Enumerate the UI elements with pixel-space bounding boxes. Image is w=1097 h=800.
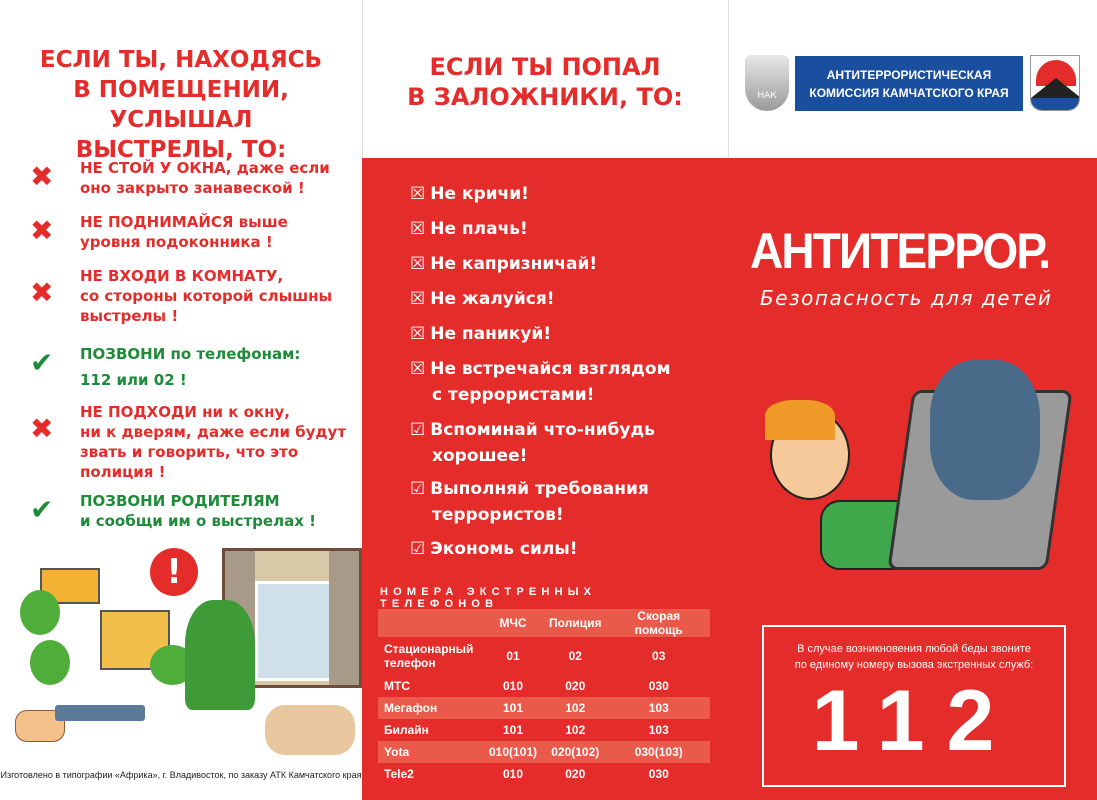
rule-line: Не капризничай! [430, 254, 598, 274]
title-line: В ПОМЕЩЕНИИ, УСЛЫШАЛ [73, 77, 289, 133]
table-cell: 03 [652, 649, 666, 663]
houses-illustration [20, 560, 200, 690]
phones-title: НОМЕРА ЭКСТРЕННЫХ ТЕЛЕФОНОВ [380, 586, 597, 610]
hostage-rule [410, 216, 528, 242]
emergency-text-line: В случае возникновения любой беды звоните [797, 643, 1031, 655]
hostage-rule [410, 476, 649, 528]
safety-rule [80, 158, 330, 198]
fold-line [728, 0, 729, 158]
rule-line: Вспоминай что-нибудь [430, 420, 655, 440]
cross-icon: ✖ [30, 160, 54, 193]
cross-icon: ✖ [30, 412, 54, 445]
main-title: АНТИТЕРРОР. [750, 223, 1050, 279]
phones-table [378, 609, 710, 785]
table-cell [378, 609, 483, 637]
table-cell: 020(102) [551, 745, 600, 759]
emergency-box [762, 625, 1066, 787]
hostage-rule [410, 417, 655, 469]
commission-line: АНТИТЕРРОРИСТИЧЕСКАЯ [826, 68, 992, 82]
people-lying-illustration [265, 705, 355, 755]
rule-line: ни к дверям, даже если будут [80, 423, 347, 441]
rule-line: Выполняй требования [430, 479, 649, 499]
rule-line: НЕ ПОДХОДИ ни к окну, [80, 403, 290, 421]
plant-illustration [185, 600, 255, 710]
table-cell: 030 [648, 767, 669, 781]
hostage-rule [410, 286, 555, 312]
safety-rule [80, 344, 300, 390]
cross-icon: ✖ [30, 276, 54, 309]
rule-line: НЕ ВХОДИ В КОМНАТУ, [80, 267, 284, 285]
check-icon: ✔ [30, 346, 54, 379]
table-cell: Tele2 [384, 767, 414, 781]
table-cell: 101 [503, 723, 524, 737]
table-cell: 101 [503, 701, 524, 715]
hostage-rule [410, 181, 529, 207]
rule-line: уровня подоконника ! [80, 233, 273, 251]
rule-line: ПОЗВОНИ по телефонам: [80, 345, 301, 363]
safety-rule [80, 266, 332, 326]
emergency-text-line: по единому номеру вызова экстренных служб: [794, 659, 1034, 671]
table-cell: 030 [648, 679, 669, 693]
nak-shield-logo: НАК [745, 55, 789, 111]
table-cell: Скорая помощь [634, 609, 683, 637]
rule-line: НЕ ПОДНИМАЙСЯ выше [80, 213, 288, 231]
crossed-box-icon: ☒ [410, 324, 426, 344]
rule-line: Экономь силы! [430, 539, 578, 559]
checked-box-icon: ☑ [410, 420, 426, 440]
commission-line: КОМИССИЯ КАМЧАТСКОГО КРАЯ [809, 86, 1009, 100]
table-row [378, 697, 710, 719]
table-cell: 102 [565, 701, 586, 715]
left-title [0, 45, 362, 165]
title-line: ЕСЛИ ТЫ ПОПАЛ [429, 53, 661, 81]
table-cell: 102 [565, 723, 586, 737]
rule-line: Не плачь! [430, 219, 528, 239]
checked-box-icon: ☑ [410, 539, 426, 559]
rule-line: Не паникуй! [430, 324, 552, 344]
rule-line: террористов! [432, 505, 564, 525]
kamchatka-coat-of-arms [1030, 55, 1080, 111]
check-icon: ✔ [30, 493, 54, 526]
hostage-rule [410, 321, 552, 347]
table-cell: 01 [506, 649, 520, 663]
rule-line: звать и говорить, что это [80, 443, 299, 461]
crossed-box-icon: ☒ [410, 254, 426, 274]
crossed-box-icon: ☒ [410, 184, 426, 204]
table-cell: Стационарный телефон [384, 642, 474, 670]
crossed-box-icon: ☒ [410, 289, 426, 309]
rule-line: ПОЗВОНИ РОДИТЕЛЯМ [80, 492, 280, 510]
title-line: В ЗАЛОЖНИКИ, ТО: [407, 83, 683, 111]
hostage-rule [410, 536, 578, 562]
table-row [378, 609, 710, 637]
rule-line: Не жалуйся! [430, 289, 555, 309]
table-cell: 020 [565, 767, 586, 781]
title-line: ЕСЛИ ТЫ, НАХОДЯСЬ [39, 47, 323, 73]
table-cell: МЧС [499, 616, 527, 630]
table-cell: МТС [384, 679, 410, 693]
emergency-number: 112 [811, 673, 1017, 769]
checked-box-icon: ☑ [410, 479, 426, 499]
boy-laptop-illustration [760, 330, 1080, 600]
table-cell: 103 [648, 701, 669, 715]
table-cell: 010 [503, 767, 524, 781]
table-cell: Мегафон [384, 701, 438, 715]
crossed-box-icon: ☒ [410, 219, 426, 239]
safety-rule [80, 402, 346, 482]
exclamation-icon: ! [150, 548, 198, 596]
table-row [378, 675, 710, 697]
table-cell: Yota [384, 745, 410, 759]
hostage-rule [410, 251, 598, 277]
table-cell: 103 [648, 723, 669, 737]
rule-line: выстрелы ! [80, 307, 179, 325]
rule-line: полиция ! [80, 463, 166, 481]
rule-line: Не встречайся взглядом [430, 359, 671, 379]
safety-rule [80, 491, 316, 531]
rule-line: Не кричи! [430, 184, 529, 204]
table-cell: 010(101) [489, 745, 538, 759]
rule-line: НЕ СТОЙ У ОКНА, даже если [80, 159, 330, 177]
cross-icon: ✖ [30, 214, 54, 247]
safety-rule [80, 212, 288, 252]
table-row [378, 637, 710, 675]
rule-line: оно закрыто занавеской ! [80, 179, 305, 197]
title-line: ВЫСТРЕЛЫ, ТО: [75, 137, 287, 163]
rule-line: хорошее! [432, 446, 528, 466]
subtitle: Безопасность для детей [760, 286, 1053, 310]
rule-line: со стороны которой слышны [80, 287, 333, 305]
table-row [378, 741, 710, 763]
hostage-rule [410, 356, 671, 408]
rule-line: и сообщи им о выстрелах ! [80, 512, 316, 530]
table-cell: 010 [503, 679, 524, 693]
table-cell: 020 [565, 679, 586, 693]
table-row [378, 719, 710, 741]
commission-banner [795, 56, 1023, 111]
table-cell: Билайн [384, 723, 429, 737]
table-cell: 030(103) [634, 745, 683, 759]
gun-hand-illustration [15, 700, 165, 750]
printer-footer: Изготовлено в типографии «Африка», г. Владивосток, по заказу АТК Камчатского края [0, 770, 362, 780]
table-cell: 02 [568, 649, 582, 663]
table-row [378, 763, 710, 785]
rule-line: с террористами! [432, 385, 595, 405]
middle-title [362, 52, 728, 112]
rule-line: 112 или 02 ! [80, 371, 187, 389]
table-cell: Полиция [549, 616, 602, 630]
crossed-box-icon: ☒ [410, 359, 426, 379]
